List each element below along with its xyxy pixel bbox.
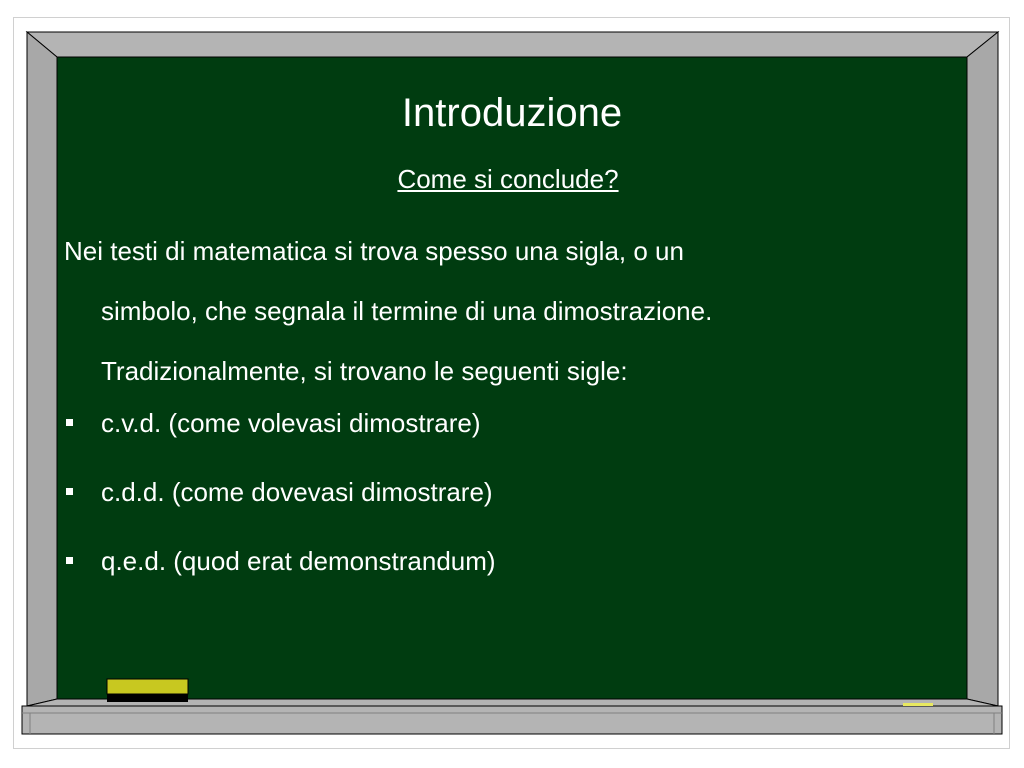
list-item-text: c.v.d. (come volevasi dimostrare) [101,408,481,438]
list-item-text: q.e.d. (quod erat demonstrandum) [101,546,496,576]
bullet-icon [66,419,73,426]
list-item [64,544,496,578]
list-item [64,406,496,440]
slide-title: Introduzione [401,91,623,135]
subtitle-text: Come si conclude? [397,164,619,194]
frame-top [27,32,998,57]
paragraph-line: simbolo, che segnala il termine di una dimostrazione. [101,296,713,326]
chalk-ledge [22,706,1002,734]
chalk-icon [903,703,933,706]
list-item-text: c.d.d. (come dovevasi dimostrare) [101,477,493,507]
bullet-icon [66,557,73,564]
paragraph-line: Tradizionalmente, si trovano le seguenti sigle: [101,356,628,386]
eraser-icon [107,679,188,702]
list-item [64,475,496,509]
bullet-icon [66,488,73,495]
paragraph-line: Nei testi di matematica si trova spesso una sigla, o un [64,236,684,266]
intro-paragraph [64,221,944,401]
slide-subtitle [0,161,1016,197]
abbreviation-list [64,406,496,613]
